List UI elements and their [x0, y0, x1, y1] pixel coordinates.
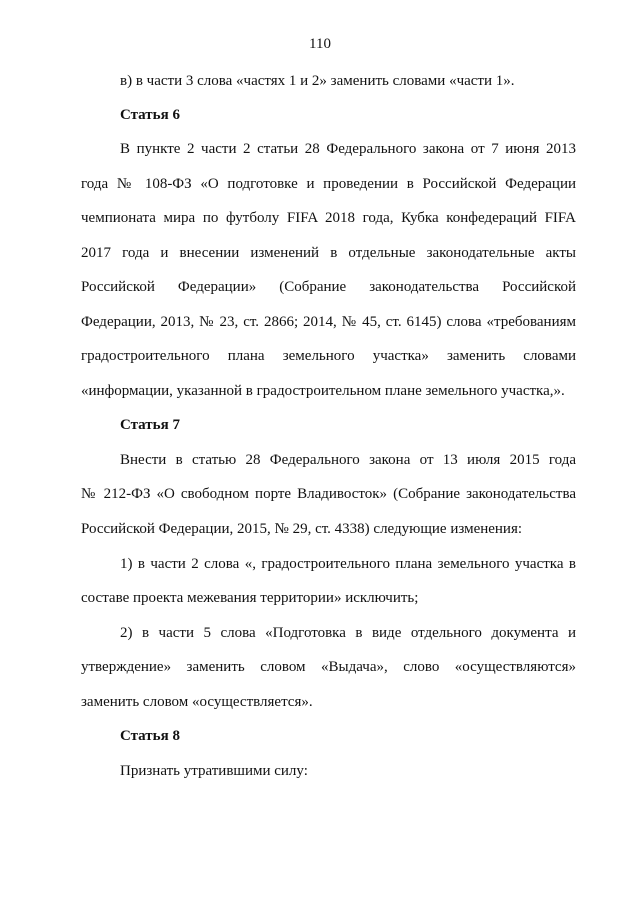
article-7-heading: Статья 7: [120, 417, 180, 433]
article-7-line: Внести в статью 28 Федерального закона от 13 июля 2015 года: [120, 452, 576, 468]
article-7-line: заменить словом «осуществляется».: [81, 694, 313, 710]
article-6-line: градостроительного плана земельного участка» заменить словами: [81, 348, 576, 364]
article-7-line: составе проекта межевания территории» исключить;: [81, 590, 419, 606]
article-7-line: 1) в части 2 слова «, градостроительного плана земельного участка в: [120, 556, 576, 572]
article-6-line: 2017 года и внесении изменений в отдельные законодательные акты: [81, 245, 576, 261]
article-7-line: утверждение» заменить словом «Выдача», слово «осуществляются»: [81, 659, 576, 675]
article-6-line: года № 108-ФЗ «О подготовке и проведении в Российской Федерации: [81, 176, 576, 192]
article-6-heading: Статья 6: [120, 107, 180, 123]
article-6-line: Российской Федерации» (Собрание законодательства Российской: [81, 279, 576, 295]
item-v-text: в) в части 3 слова «частях 1 и 2» заменить словами «части 1».: [120, 73, 515, 89]
article-7-line: 2) в части 5 слова «Подготовка в виде отдельного документа и: [120, 625, 576, 641]
article-8-line: Признать утратившими силу:: [120, 763, 308, 779]
article-6-line: В пункте 2 части 2 статьи 28 Федерального закона от 7 июня 2013: [120, 141, 576, 157]
article-8-heading: Статья 8: [120, 728, 180, 744]
article-6-line: «информации, указанной в градостроительном плане земельного участка,».: [81, 383, 565, 399]
page-number: 110: [309, 36, 331, 52]
article-6-line: Федерации, 2013, № 23, ст. 2866; 2014, № 45, ст. 6145) слова «требованиям: [81, 314, 576, 330]
article-6-line: чемпионата мира по футболу FIFA 2018 года, Кубка конфедераций FIFA: [81, 210, 576, 226]
article-7-line: № 212-ФЗ «О свободном порте Владивосток» (Собрание законодательства: [81, 486, 576, 502]
article-7-line: Российской Федерации, 2015, № 29, ст. 4338) следующие изменения:: [81, 521, 523, 537]
